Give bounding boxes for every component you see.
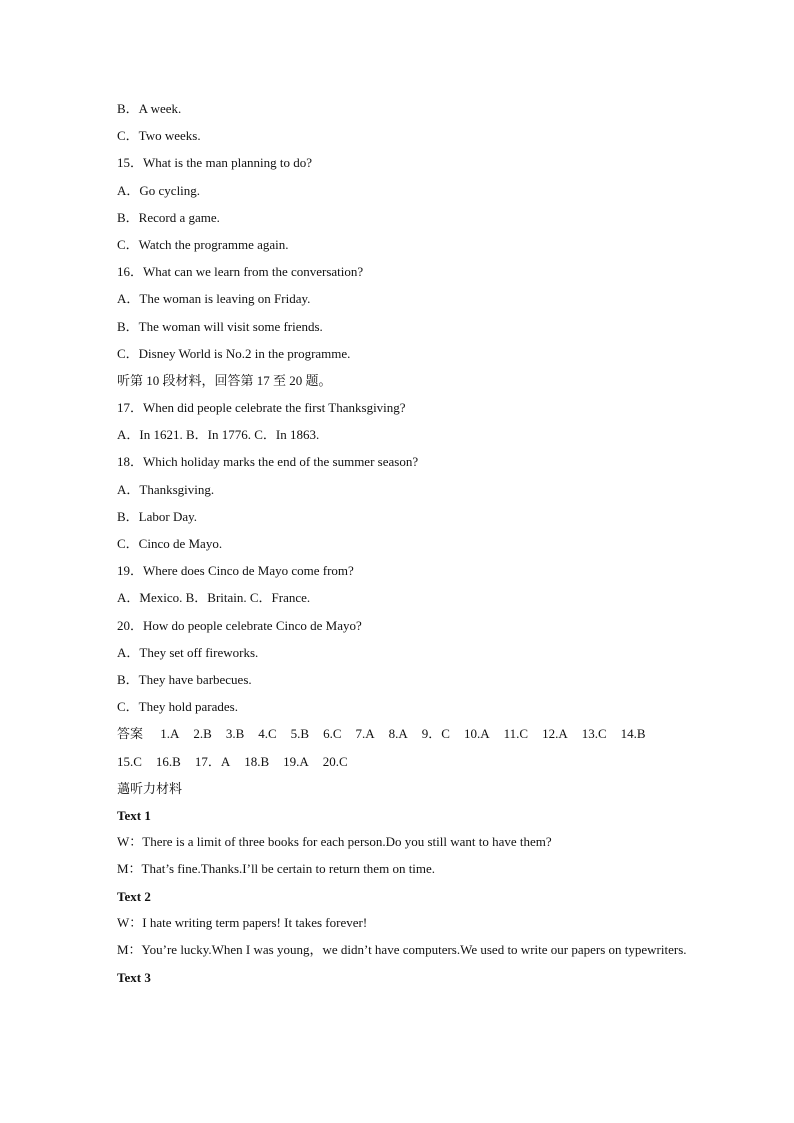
transcript-heading: 薖听力材料 <box>117 780 183 796</box>
answer-key-items-2 <box>117 754 362 769</box>
answer-item: 7.A <box>355 726 375 742</box>
answer-item: 6.C <box>323 726 342 742</box>
answer-item: 17．A <box>194 753 231 769</box>
text-line: 听第 10 段材料，回答第 17 至 20 题。 <box>117 372 332 388</box>
text-line: B．A week. <box>117 101 182 116</box>
answer-item: 20.C <box>322 753 348 769</box>
text-line: A．Thanksgiving. <box>117 481 215 497</box>
answer-item: 2.B <box>193 726 212 742</box>
answer-item: 8.A <box>388 726 408 742</box>
answer-item: 9．C <box>421 726 450 742</box>
text-line: A．Go cycling. <box>117 182 201 198</box>
dialogue-line: M：That’s fine.Thanks.I’ll be certain to return them on time. <box>117 861 436 877</box>
text-line: 18．Which holiday marks the end of the summer season? <box>117 454 419 470</box>
transcript-text-title: Text 3 <box>117 970 151 986</box>
text-line: C．Two weeks. <box>117 128 201 144</box>
text-line: A．Mexico. B．Britain. C．France. <box>117 590 311 606</box>
text-line: C．Cinco de Mayo. <box>117 536 223 551</box>
text-line: B．Labor Day. <box>117 508 198 524</box>
text-line: 15．What is the man planning to do? <box>117 155 312 171</box>
transcript-text-title: Text 1 <box>117 807 151 823</box>
text-line: B．Record a game. <box>117 209 220 225</box>
transcript-section <box>117 802 687 992</box>
answer-item: 5.B <box>290 726 310 742</box>
answer-key-row-2 <box>117 748 687 775</box>
text-line: 16．What can we learn from the conversation? <box>117 264 364 280</box>
answer-item: 1.A <box>160 726 180 742</box>
text-line: A．In 1621. B．In 1776. C．In 1863. <box>117 427 320 443</box>
text-line: C．They hold parades. <box>117 699 238 715</box>
answer-item: 12.A <box>542 726 568 742</box>
answer-item: 11.C <box>503 726 529 742</box>
answer-item: 15.C <box>117 753 142 769</box>
text-line: A．The woman is leaving on Friday. <box>117 291 311 307</box>
text-line: C．Watch the programme again. <box>117 236 289 252</box>
dialogue-line: M：You’re lucky.When I was young，we didn’t have computers.We used to write our papers on typewriters. <box>117 942 687 958</box>
dialogue-line: W：I hate writing term papers! It takes forever! <box>117 915 368 931</box>
answer-item: 4.C <box>258 726 277 742</box>
text-line: 19．Where does Cinco de Mayo come from? <box>117 563 354 579</box>
transcript-text-title: Text 2 <box>117 889 151 905</box>
answer-item: 16.B <box>155 753 181 769</box>
answer-key-label: 答案 <box>117 726 144 742</box>
text-line: B．They have barbecues. <box>117 671 252 687</box>
text-line: 20．How do people celebrate Cinco de Mayo? <box>117 617 362 633</box>
dialogue-line: W：There is a limit of three books for each person.Do you still want to have them? <box>117 834 552 850</box>
answer-key-row-1 <box>117 720 687 747</box>
text-line: C．Disney World is No.2 in the programme. <box>117 345 351 361</box>
answer-key-items-1 <box>160 726 659 741</box>
answer-item: 3.B <box>225 726 245 742</box>
document-page <box>117 95 687 991</box>
answer-item: 18.B <box>244 753 270 769</box>
answer-item: 19.A <box>283 753 309 769</box>
text-line: B．The woman will visit some friends. <box>117 318 323 334</box>
question-section <box>117 95 687 720</box>
answer-item: 14.B <box>620 726 646 742</box>
text-line: 17．When did people celebrate the first Thanksgiving? <box>117 400 406 416</box>
text-line: A．They set off fireworks. <box>117 644 259 660</box>
answer-item: 13.C <box>581 726 607 742</box>
answer-item: 10.A <box>463 726 490 742</box>
